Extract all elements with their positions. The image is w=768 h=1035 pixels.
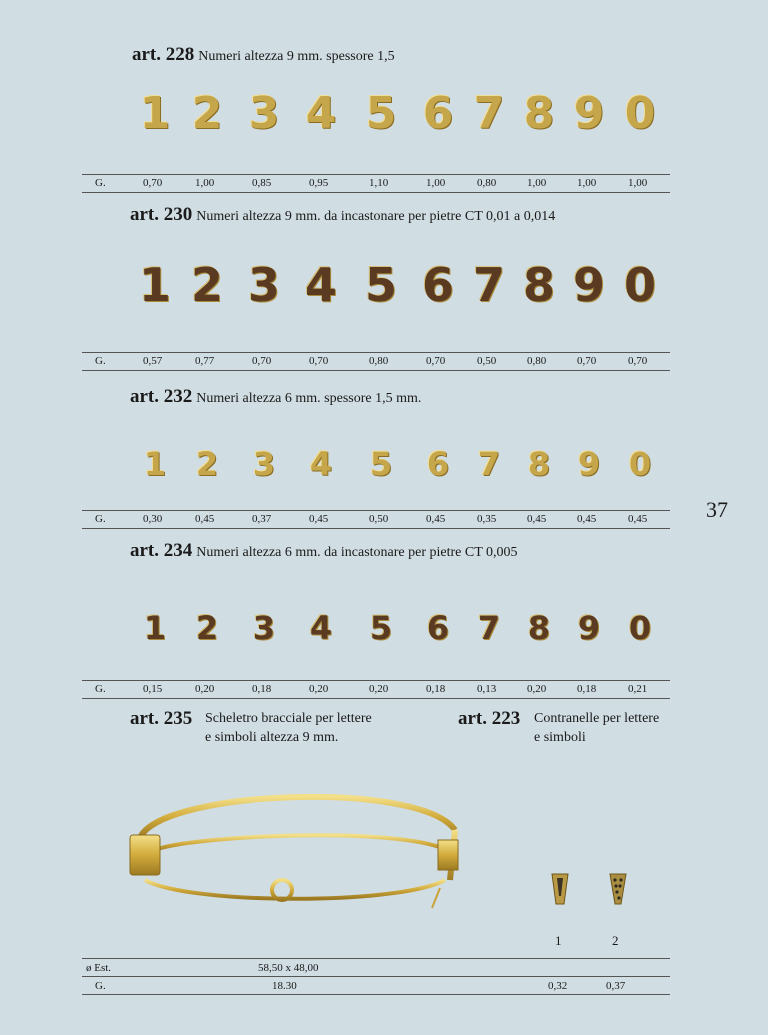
- art-223-desc-line2: e simboli: [534, 730, 586, 745]
- number-charm-5: 5: [365, 88, 397, 139]
- number-charm-3: 3: [252, 609, 276, 647]
- number-charm-5: 5: [369, 609, 393, 647]
- number-charm-6: 6: [426, 609, 450, 647]
- weight-value: 0,21: [628, 683, 648, 695]
- divider: [82, 976, 670, 977]
- number-charm-6: 6: [422, 88, 454, 139]
- number-charm-0: 0: [628, 445, 652, 483]
- weight-value: 0,50: [369, 513, 389, 525]
- weight-value: 0,20: [527, 683, 547, 695]
- divider: [82, 698, 670, 699]
- divider: [82, 370, 670, 371]
- number-charm-0: 0: [628, 609, 652, 647]
- number-charm-9: 9: [577, 609, 601, 647]
- art-230-heading: [130, 204, 555, 226]
- weight-label: G.: [95, 513, 106, 525]
- bail-1-image: [548, 872, 572, 908]
- article-number: art. 234: [130, 540, 193, 561]
- bail-2-weight: 0,37: [606, 980, 626, 992]
- weight-value: 1,00: [426, 177, 446, 189]
- weight-label: G.: [95, 980, 106, 992]
- divider: [82, 510, 670, 511]
- weight-value: 0,80: [369, 355, 389, 367]
- weight-value: 0,45: [628, 513, 648, 525]
- weight-value: 0,70: [143, 177, 163, 189]
- outer-diameter-value: 58,50 x 48,00: [258, 962, 319, 974]
- weight-value: 1,00: [628, 177, 648, 189]
- number-charm-0: 0: [624, 88, 656, 139]
- page-number: 37: [706, 497, 728, 522]
- number-charm-5: 5: [364, 258, 397, 312]
- number-charm-8: 8: [523, 88, 555, 139]
- article-number: art. 235: [130, 708, 193, 729]
- art-234-heading: [130, 540, 518, 562]
- number-charm-4: 4: [305, 88, 337, 139]
- art-228-heading: [132, 44, 395, 66]
- bail-1-label: 1: [555, 933, 562, 948]
- weight-label: G.: [95, 177, 106, 189]
- weight-value: 0,18: [426, 683, 446, 695]
- number-charm-9: 9: [577, 445, 601, 483]
- bail-2-image: [606, 872, 630, 908]
- divider: [82, 958, 670, 959]
- weight-value: 0,45: [309, 513, 329, 525]
- number-charm-4: 4: [309, 609, 333, 647]
- number-charm-2: 2: [195, 609, 219, 647]
- number-charm-2: 2: [191, 88, 223, 139]
- art-235-heading: [130, 708, 192, 730]
- bail-1-weight: 0,32: [548, 980, 568, 992]
- weight-value: 0,70: [426, 355, 446, 367]
- art-223-desc-line1: Contranelle per lettere: [534, 711, 660, 726]
- number-charm-4: 4: [309, 445, 333, 483]
- number-charm-8: 8: [527, 609, 551, 647]
- divider: [82, 352, 670, 353]
- weight-value: 0,35: [477, 513, 497, 525]
- number-charm-7: 7: [477, 445, 501, 483]
- divider: [82, 994, 670, 995]
- number-charm-7: 7: [473, 88, 505, 139]
- weight-value: 0,85: [252, 177, 272, 189]
- weight-value: 0,15: [143, 683, 163, 695]
- number-charm-1: 1: [143, 609, 167, 647]
- divider: [82, 680, 670, 681]
- article-number: art. 223: [458, 708, 521, 729]
- outer-diameter-label: ø Est.: [86, 962, 112, 974]
- weight-value: 0,45: [195, 513, 215, 525]
- weight-value: 0,95: [309, 177, 329, 189]
- weight-value: 0,70: [252, 355, 272, 367]
- number-charm-4: 4: [304, 258, 337, 312]
- weight-value: 0,18: [577, 683, 597, 695]
- number-charm-2: 2: [195, 445, 219, 483]
- weight-label: G.: [95, 683, 106, 695]
- number-charm-1: 1: [143, 445, 167, 483]
- divider: [82, 528, 670, 529]
- weight-value: 0,50: [477, 355, 497, 367]
- weight-value: 0,30: [143, 513, 163, 525]
- number-charm-1: 1: [138, 258, 171, 312]
- weight-value: 0,20: [369, 683, 389, 695]
- art-232-heading: [130, 386, 421, 408]
- number-charm-8: 8: [522, 258, 555, 312]
- divider: [82, 174, 670, 175]
- number-charm-2: 2: [190, 258, 223, 312]
- weight-value: 0,18: [252, 683, 272, 695]
- number-charm-6: 6: [421, 258, 454, 312]
- art-223-heading: [458, 708, 520, 730]
- weight-value: 0,77: [195, 355, 215, 367]
- weight-value: 0,45: [527, 513, 547, 525]
- number-charm-7: 7: [477, 609, 501, 647]
- weight-value: 0,20: [195, 683, 215, 695]
- weight-value: 0,45: [426, 513, 446, 525]
- weight-value: 1,00: [195, 177, 215, 189]
- weight-value: 0,70: [577, 355, 597, 367]
- weight-label: G.: [95, 355, 106, 367]
- weight-value: 0,20: [309, 683, 329, 695]
- number-charm-5: 5: [369, 445, 393, 483]
- number-charm-9: 9: [573, 88, 605, 139]
- weight-value: 0,70: [628, 355, 648, 367]
- article-description: Numeri altezza 9 mm. da incastonare per pietre CT 0,01 a 0,014: [196, 209, 556, 224]
- number-charm-3: 3: [247, 258, 280, 312]
- number-charm-6: 6: [426, 445, 450, 483]
- number-charm-8: 8: [527, 445, 551, 483]
- number-charm-9: 9: [572, 258, 605, 312]
- weight-value: 1,00: [577, 177, 597, 189]
- number-charm-0: 0: [623, 258, 656, 312]
- article-description: Numeri altezza 6 mm. da incastonare per pietre CT 0,005: [196, 545, 518, 560]
- bracelet-skeleton-image: [120, 780, 470, 920]
- weight-value: 0,37: [252, 513, 272, 525]
- divider: [82, 192, 670, 193]
- weight-value: 1,00: [527, 177, 547, 189]
- article-description: Numeri altezza 9 mm. spessore 1,5: [198, 49, 395, 64]
- weight-value: 0,13: [477, 683, 497, 695]
- weight-value: 0,45: [577, 513, 597, 525]
- bail-2-label: 2: [612, 933, 619, 948]
- number-charm-3: 3: [248, 88, 280, 139]
- number-charm-1: 1: [139, 88, 171, 139]
- art-235-desc-line2: e simboli altezza 9 mm.: [205, 730, 339, 745]
- weight-value: 1,10: [369, 177, 389, 189]
- article-description: Numeri altezza 6 mm. spessore 1,5 mm.: [196, 391, 422, 406]
- article-number: art. 232: [130, 386, 193, 407]
- weight-value: 0,80: [477, 177, 497, 189]
- article-number: art. 230: [130, 204, 193, 225]
- article-number: art. 228: [132, 44, 195, 65]
- bracelet-weight: 18.30: [272, 980, 297, 992]
- number-charm-3: 3: [252, 445, 276, 483]
- art-235-desc-line1: Scheletro bracciale per lettere: [205, 711, 372, 726]
- weight-value: 0,70: [309, 355, 329, 367]
- number-charm-7: 7: [472, 258, 505, 312]
- weight-value: 0,80: [527, 355, 547, 367]
- weight-value: 0,57: [143, 355, 163, 367]
